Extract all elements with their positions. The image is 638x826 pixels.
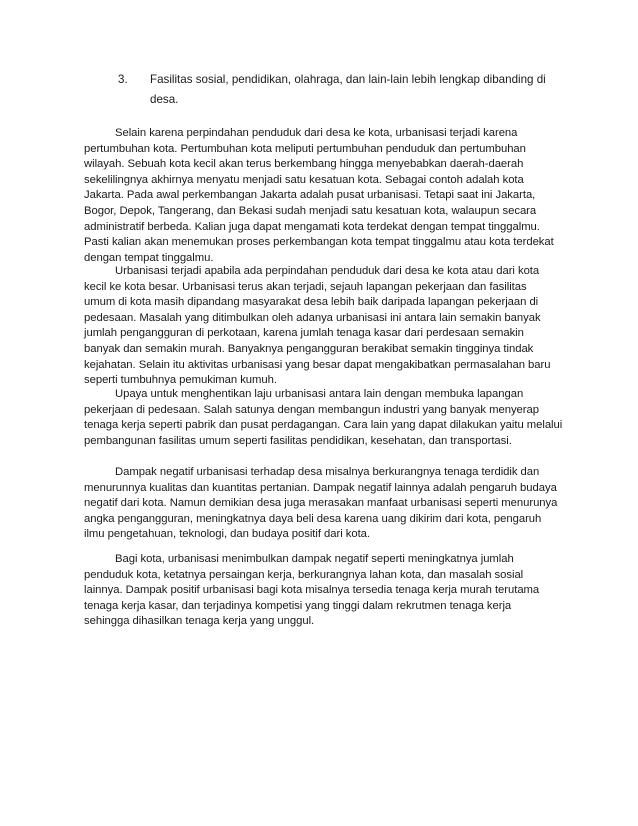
text-line: banyak dan semakin murah. Banyaknya pengangguran berakibat semakin tingginya tindak — [84, 342, 534, 355]
text-line: sekelilingnya akhirnya menyatu menjadi satu kesatuan kota. Sebagai contoh adalah kota — [84, 173, 524, 186]
text-line: pedesaan. Masalah yang ditimbulkan oleh adanya urbanisasi ini antara lain semakin banyak — [84, 311, 541, 324]
text-line: penduduk kota, ketatnya persaingan kerja, berkurangnya lahan kota, dan masalah sosial — [84, 568, 524, 581]
paragraph-1 — [84, 126, 566, 266]
list-item-text — [150, 70, 550, 110]
paragraph-2 — [84, 264, 566, 389]
text-line: Upaya untuk menghentikan laju urbanisasi antara lain dengan membuka lapangan — [115, 388, 524, 400]
text-line: Pasti kalian akan menemukan proses perkembangan kota tempat tinggalmu atau kota terdekat — [84, 236, 554, 249]
text-line: pembangunan fasilitas umum seperti fasilitas pendidikan, kesehatan, dan transportasi. — [84, 434, 512, 447]
text-line: tenaga kerja seperti pabrik dan pusat perdagangan. Cara lain yang dapat dilakukan yaitu melalui — [84, 419, 563, 432]
paragraph-3 — [84, 387, 566, 449]
text-line: menurunnya kualitas dan kuantitas pertanian. Dampak negatif lainnya adalah pengaruh budaya — [84, 481, 557, 494]
text-line: kejahatan. Selain itu aktivitas urbanisasi yang besar dapat mengakibatkan permasalahan baru — [84, 358, 551, 371]
text-line: wilayah. Sebuah kota kecil akan terus berkembang hingga menyebabkan daerah-daerah — [84, 158, 524, 171]
text-line: sehingga dihasilkan tenaga kerja yang unggul. — [84, 615, 315, 628]
paragraph-5 — [84, 552, 566, 630]
text-line: dengan tempat tinggalmu. — [84, 251, 214, 264]
paragraph-4 — [84, 465, 566, 543]
text-line: pertumbuhan kota. Pertumbuhan kota meliputi pertumbuhan penduduk dan pertumbuhan — [84, 142, 526, 155]
text-line: jumlah pengangguran di perkotaan, karena jumlah tenaga kasar dari perdesaan semakin — [84, 327, 524, 340]
text-line: pekerjaan di pedesaan. Salah satunya dengan membangun industri yang banyak menyerap — [84, 403, 539, 416]
text-line: desa. — [150, 93, 179, 106]
text-line: angka pengangguran, meningkatnya daya beli desa karena uang dikirim dari kota, pengaruh — [84, 512, 542, 525]
text-line: Jakarta. Pada awal perkembangan Jakarta adalah pusat urbanisasi. Tetapi saat ini Jakarta, — [84, 189, 536, 202]
list-number: 3. — [118, 73, 128, 86]
text-line: administratif berbeda. Kalian juga dapat mengamati kota terdekat dengan tempat tinggalmu. — [84, 220, 540, 233]
text-line: ilmu pengetahuan, teknologi, dan budaya positif dari kota. — [84, 528, 370, 541]
text-line: tenaga kerja kasar, dan terjadinya kompetisi yang tinggi dalam rekrutmen tenaga kerja — [84, 599, 512, 612]
text-line: Fasilitas sosial, pendidikan, olahraga, dan lain-lain lebih lengkap dibanding di — [150, 73, 546, 86]
text-line: seperti tumbuhnya pemukiman kumuh. — [84, 374, 277, 387]
text-line: kecil ke kota besar. Urbanisasi terus akan terjadi, sejauh lapangan pekerjaan dan fasilitas — [84, 280, 527, 293]
text-line: umum di kota masih dipandang masyarakat desa lebih baik daripada lapangan pekerjaan di — [84, 296, 539, 309]
text-line: Urbanisasi terjadi apabila ada perpindahan penduduk dari desa ke kota atau dari kota — [115, 265, 540, 277]
text-line: Bagi kota, urbanisasi menimbulkan dampak negatif seperti meningkatnya jumlah — [115, 553, 514, 565]
text-line: Dampak negatif urbanisasi terhadap desa misalnya berkurangnya tenaga terdidik dan — [115, 466, 540, 478]
text-line: Selain karena perpindahan penduduk dari desa ke kota, urbanisasi terjadi karena — [115, 127, 518, 139]
text-line: negatif dari kota. Namun demikian desa juga merasakan manfaat urbanisasi seperti menurunya — [84, 497, 558, 510]
text-line: lainnya. Dampak positif urbanisasi bagi kota misalnya tersedia tenaga kerja murah terutama — [84, 584, 540, 597]
text-line: Bogor, Depok, Tangerang, dan Bekasi sudah menjadi satu kesatuan kota, walaupun secara — [84, 204, 537, 217]
